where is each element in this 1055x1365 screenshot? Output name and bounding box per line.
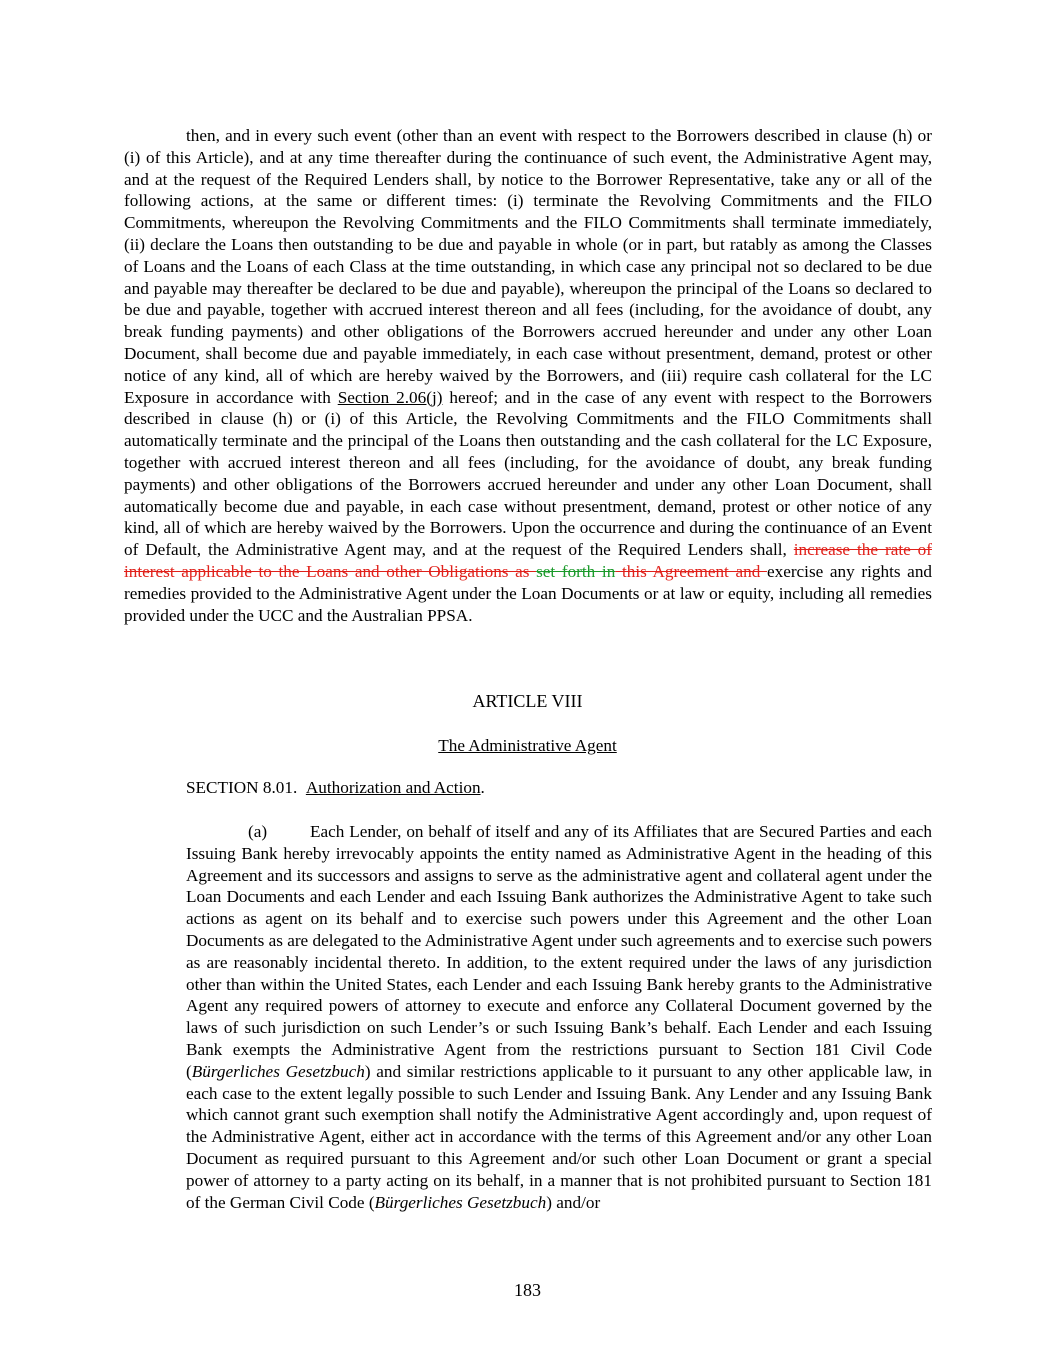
deleted-text: increase the rate of interest applicable to the Loans and other Obligations as (124, 540, 932, 581)
paragraph-authorization (186, 821, 932, 1213)
paragraph-remedies (124, 125, 932, 626)
deleted-text: this Agreement and (615, 561, 767, 581)
paragraph-text: ) and similar restrictions applicable to it pursuant to any other applicable law, in each case to the extent legally possible to such Lender and Issuing Bank. Any Lender and any Issuing Bank which cannot grant such exemption shall notify the Administrative Agent accordingly and, upon request of the Administrative Agent, either act in accordance with the terms of this Agreement and/or any other Loan Document as required pursuant to this Agreement and/or such other Loan Document or grant a special power of attorney to a party acting on its behalf, in a manner that is not prohibited pursuant to Section 181 of the German Civil Code ( (186, 1061, 932, 1212)
article-subheading: The Administrative Agent (438, 736, 617, 755)
moved-deleted-text: set forth in (536, 561, 616, 581)
clause-label: (a) (248, 822, 268, 841)
paragraph-text: then, and in every such event (other than an event with respect to the Borrowers described in clause (h) or (i) of this Article), and at any time thereafter during the continuance of such event, the Administrative Agent may, and at the request of the Required Lenders shall, by notice to the Borrower Representative, take any or all of the following actions, at the same or different times: (i) terminate the Revolving Commitments and the FILO Commitments, whereupon the Revolving Commitments and the FILO Commitments shall terminate immediately, (ii) declare the Loans then outstanding to be due and payable in whole (or in part, but ratably as among the Classes of Loans and the Loans of each Class at the time outstanding, in which case any principal not so declared to be due and payable may thereafter be declared to be due and payable), whereupon the principal of the Loans so declared to be due and payable, together with accrued interest thereon and all fees (including, for the avoidance of doubt, any break funding payments) and other obligations of the Borrowers accrued hereunder and under any other Loan Document, shall become due and payable immediately, in each case without presentment, demand, protest or other notice of any kind, all of which are hereby waived by the Borrowers, and (iii) require cash collateral for the LC Exposure in accordance with (124, 126, 932, 407)
section-heading (186, 778, 485, 798)
section-number: SECTION 8.01. (186, 778, 298, 797)
section-reference-link: Section 2.06(j) (337, 387, 443, 407)
italic-term: Bürgerliches Gesetzbuch (191, 1061, 365, 1081)
paragraph-text: Each Lender, on behalf of itself and any of its Affiliates that are Secured Parties and each Issuing Bank hereby irrevocably appoints the entity named as Administrative Agent in the heading of this Agreement and its successors and assigns to serve as the administrative agent and collateral agent under the Loan Documents and each Lender and each Issuing Bank authorizes the Administrative Agent to take such actions as agent on its behalf and to exercise such powers under this Agreement and the other Loan Documents as are delegated to the Administrative Agent under such agreements and to exercise such powers as are reasonably incidental thereto. In addition, to the extent required under the laws of any jurisdiction other than within the United States, each Lender and each Issuing Bank hereby grants to the Administrative Agent any required powers of attorney to execute and enforce any Collateral Document governed by the laws of such jurisdiction on such Lender’s or such Issuing Bank’s behalf. Each Lender and each Issuing Bank exempts the Administrative Agent from the restrictions pursuant to Section 181 Civil Code ( (186, 822, 932, 1081)
article-heading: ARTICLE VIII (472, 691, 583, 711)
section-title-period: . (480, 778, 485, 797)
paragraph-text: hereof; and in the case of any event with respect to the Borrowers described in clause (h) or (i) of this Article, the Revolving Commitments and the FILO Commitments shall automatically terminate and the principal of the Loans then outstanding and the cash collateral for the LC Exposure, together with accrued interest thereon and all fees (including, for the avoidance of doubt, any break funding payments) and other obligations of the Borrowers accrued hereunder and under any other Loan Document, shall automatically become due and payable, in each case without presentment, demand, protest or other notice of any kind, all of which are hereby waived by the Borrowers. Upon the occurrence and during the continuance of an Event of Default, the Administrative Agent may, and at the request of the Required Lenders shall, (124, 387, 932, 560)
section-title: Authorization and Action (305, 778, 481, 797)
page-number: 183 (514, 1280, 541, 1300)
italic-term: Bürgerliches Gesetzbuch (374, 1192, 547, 1212)
paragraph-text: exercise any rights and remedies provided to the Administrative Agent under the Loan Documents or at law or equity, including all remedies provided under the UCC and the Australian PPSA. (124, 561, 933, 625)
paragraph-text: ) and/or (546, 1192, 601, 1212)
